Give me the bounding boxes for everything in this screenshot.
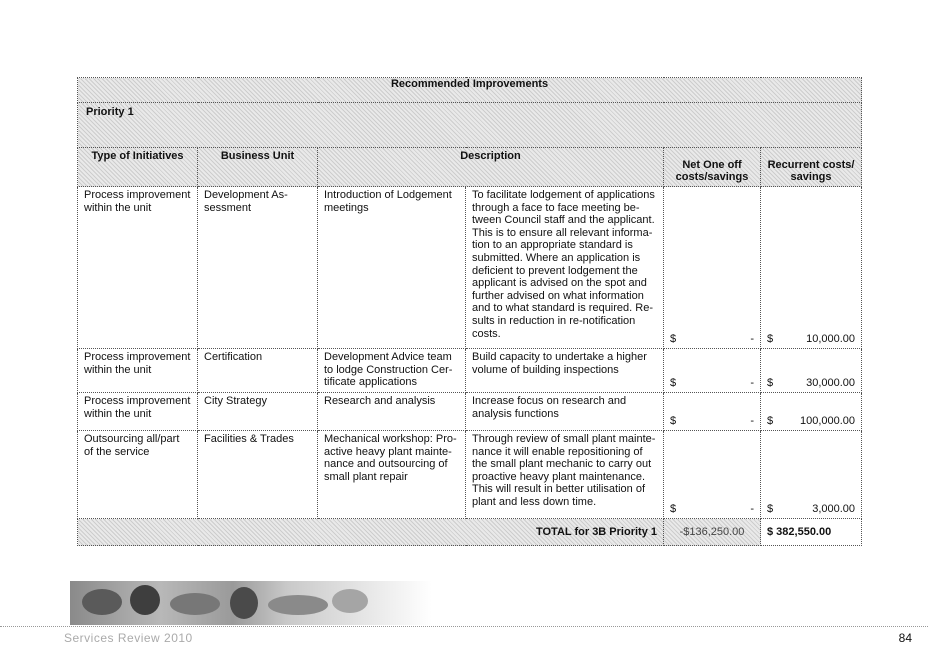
row-detail: Through review of small plant mainte-nance it will enable repositioning of the small plant mechanic to carry out proactive heavy plant maintenance. This will result in better utilisation of plant and less down time. [466,431,664,519]
net-value: - [750,503,754,516]
header-net: Net One off costs/savings [664,148,761,187]
header-type: Type of Initiatives [78,148,198,187]
row-recurrent-cost [761,431,862,519]
total-net: -$136,250.00 [664,519,761,546]
row-recurrent-cost [761,187,862,349]
header-description: Description [318,148,664,187]
row-net-cost [664,187,761,349]
table-row [78,431,862,519]
rec-value: 100,000.00 [799,415,856,428]
footer-title: Services Review 2010 [64,631,193,645]
net-symbol: $ [670,377,677,390]
row-unit: City Strategy [198,393,318,431]
rec-value: 30,000.00 [806,377,856,390]
net-symbol: $ [670,415,677,428]
total-row [78,519,862,546]
row-type: Process improvement within the unit [78,349,198,393]
row-initiative: Introduction of Lodgement meetings [318,187,466,349]
footer-photo-strip [70,581,432,625]
row-type: Process improvement within the unit [78,393,198,431]
header-unit: Business Unit [198,148,318,187]
net-symbol: $ [670,503,677,516]
recommended-improvements-table [77,77,862,546]
row-unit: Certification [198,349,318,393]
table-row [78,187,862,349]
page-number: 84 [898,631,912,645]
rec-symbol: $ [767,503,774,516]
row-type: Process improvement within the unit [78,187,198,349]
rec-symbol: $ [767,333,774,346]
row-initiative: Mechanical workshop: Pro-active heavy plant mainte-nance and outsourcing of small plant repair [318,431,466,519]
row-initiative: Development Advice team to lodge Construction Cer-tificate applications [318,349,466,393]
total-label: TOTAL for 3B Priority 1 [78,519,664,546]
row-net-cost [664,431,761,519]
row-detail: To facilitate lodgement of applications through a face to face meeting be-tween Council staff and the applicant. This is to ensure all relevant informa-tion to an appropriate standard is submitted. Where an application is deficient to prevent lodgement the applicant is advised on the spot and further advised on what information and to what standard is required. Re-sults in reduction in re-notification costs. [466,187,664,349]
row-net-cost [664,349,761,393]
rec-symbol: $ [767,377,774,390]
rec-symbol: $ [767,415,774,428]
row-unit: Facilities & Trades [198,431,318,519]
row-type: Outsourcing all/part of the service [78,431,198,519]
row-recurrent-cost [761,349,862,393]
priority-label: Priority 1 [78,103,862,148]
header-recurrent: Recurrent costs/ savings [761,148,862,187]
table-title: Recommended Improvements [78,78,862,103]
table-row [78,349,862,393]
row-net-cost [664,393,761,431]
row-recurrent-cost [761,393,862,431]
total-recurrent: $ 382,550.00 [761,519,862,546]
rec-value: 3,000.00 [812,503,856,516]
row-detail: Increase focus on research and analysis functions [466,393,664,431]
row-unit: Development As-sessment [198,187,318,349]
net-symbol: $ [670,333,677,346]
row-detail: Build capacity to undertake a higher volume of building inspections [466,349,664,393]
net-value: - [750,377,754,390]
net-value: - [750,333,754,346]
table-row [78,393,862,431]
row-initiative: Research and analysis [318,393,466,431]
net-value: - [750,415,754,428]
rec-value: 10,000.00 [806,333,856,346]
footer-rule [0,626,928,627]
